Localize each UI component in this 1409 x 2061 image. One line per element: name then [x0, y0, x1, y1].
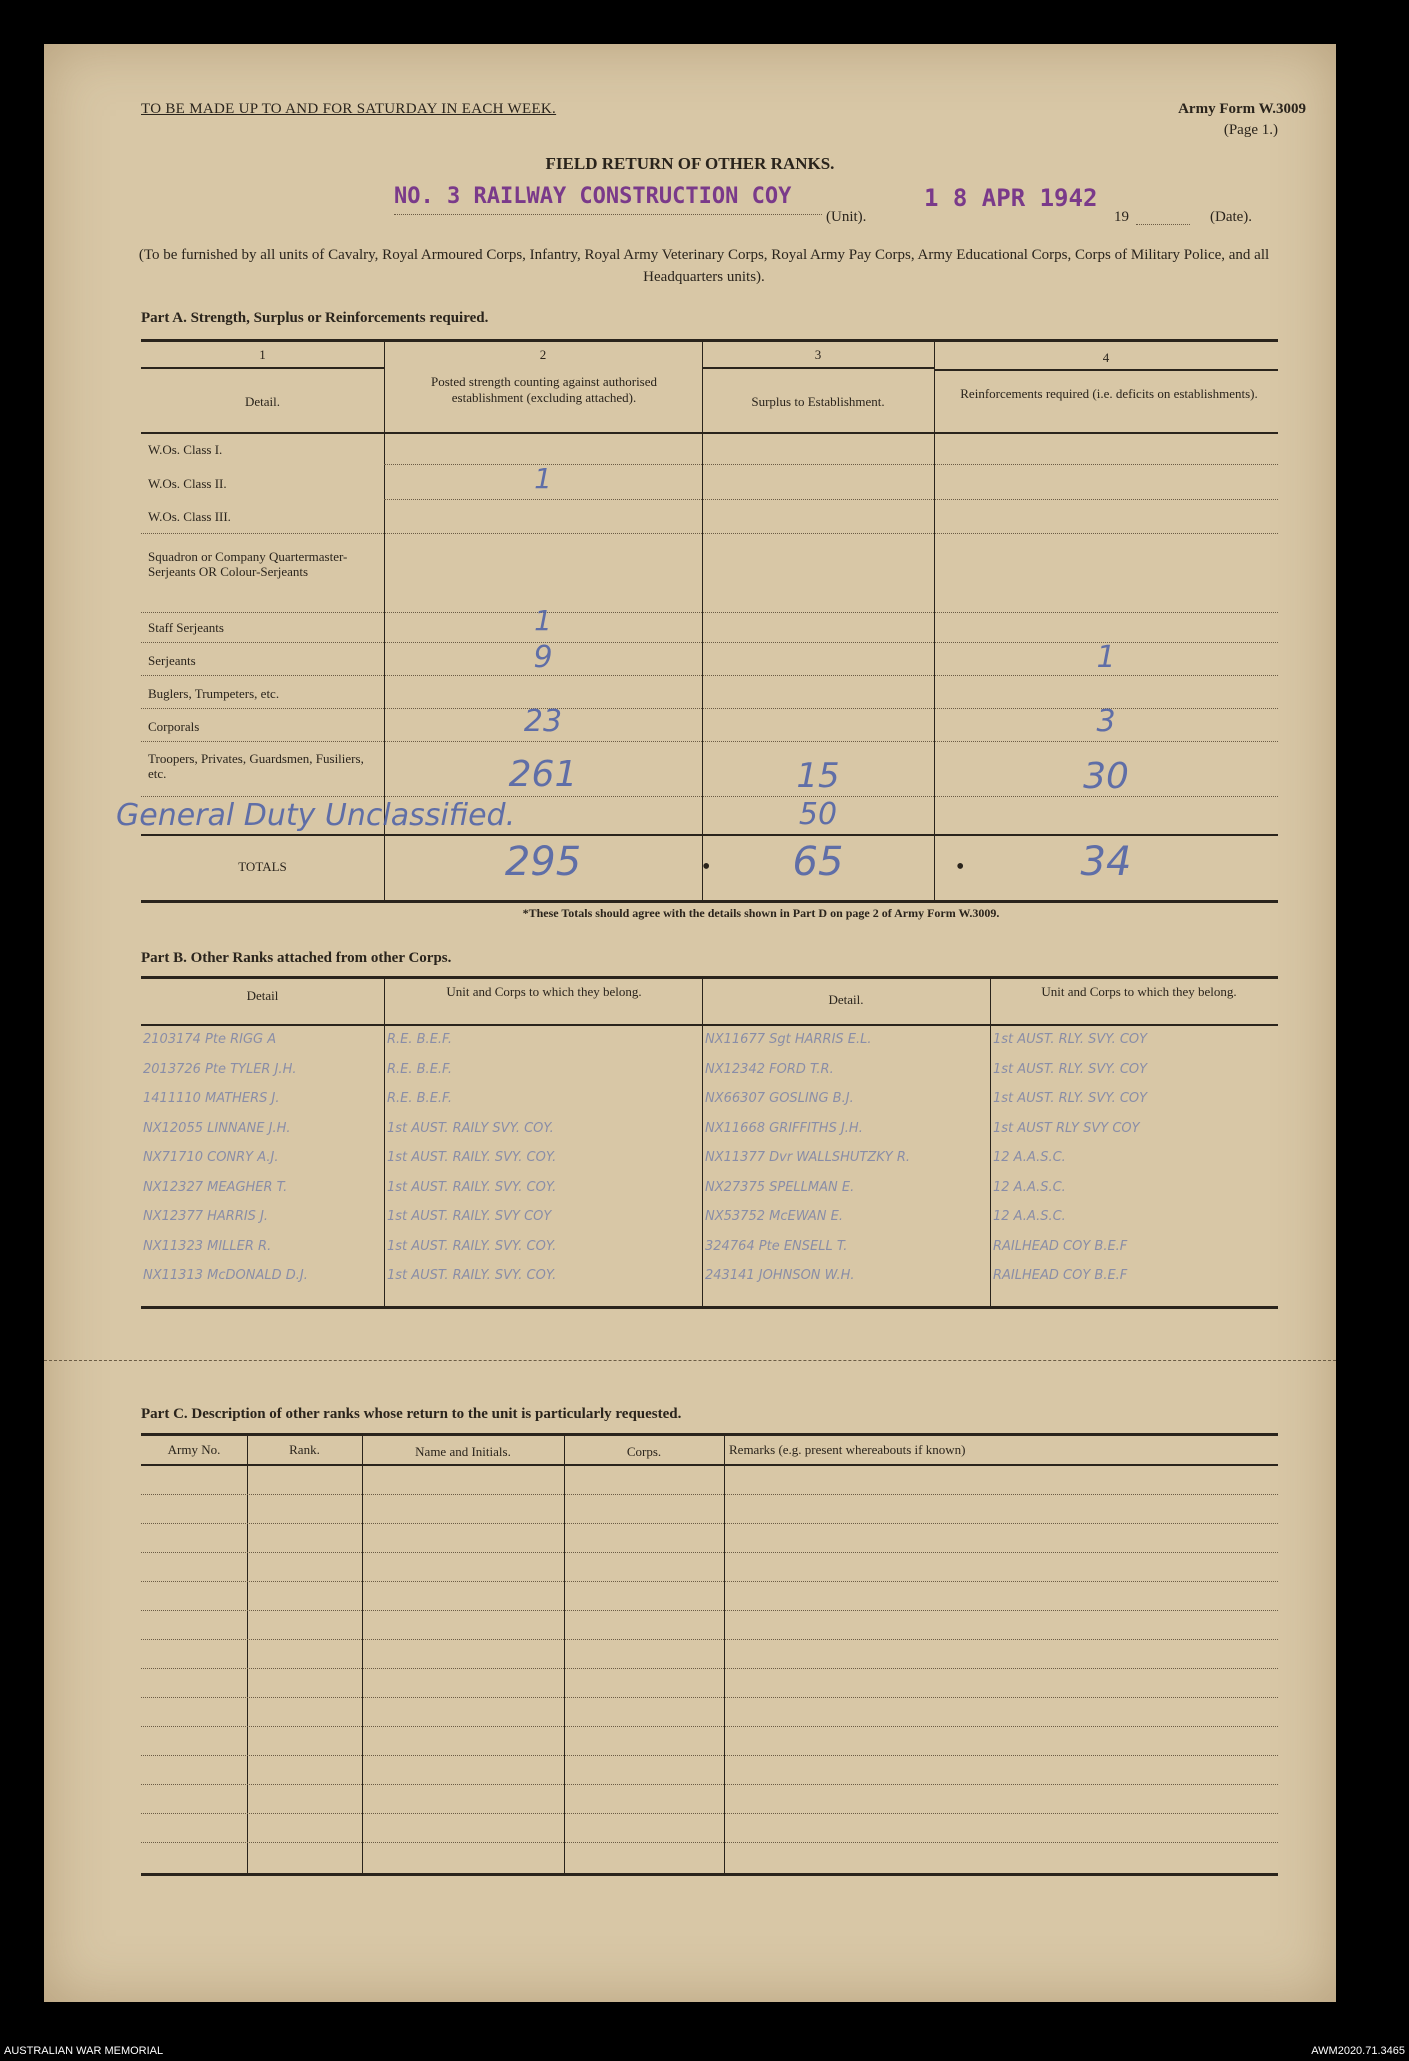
row-label-sjt: Serjeants	[148, 653, 196, 668]
col-number-rule	[934, 369, 1278, 371]
part-b-cell: 1st AUST. RAILY. SVY. COY.	[387, 1238, 557, 1254]
totals-top-rule	[141, 834, 1278, 836]
part-b-cell: 1st AUST. RAILY SVY. COY.	[387, 1120, 554, 1136]
page-number: (Page 1.)	[1223, 122, 1278, 138]
part-b-col-divider	[702, 977, 703, 1307]
date-stamp: 1 8 APR 1942	[924, 184, 1098, 212]
total-reinf: 34	[1080, 839, 1132, 885]
part-a-col-divider	[934, 340, 935, 901]
part-b-cell: NX11377 Dvr WALLSHUTZKY R.	[705, 1150, 911, 1165]
part-c-ruled-line	[141, 1639, 1278, 1640]
part-c-ruled-line	[141, 1610, 1278, 1611]
part-b-col-divider	[990, 977, 991, 1307]
part-c-col-divider	[564, 1434, 565, 1874]
value-pte-reinf: 30	[1083, 756, 1129, 797]
general-duty-note: General Duty Unclassified.	[116, 798, 516, 833]
part-b-cell: NX12377 HARRIS J.	[143, 1209, 269, 1224]
part-b-cell: 1st AUST. RAILY. SVY. COY.	[387, 1179, 557, 1195]
unit-line	[394, 214, 822, 215]
totals-footnote: *These Totals should agree with the details shown in Part D on page 2 of Army Form W.3009.	[522, 906, 1000, 920]
row-label-privates: Troopers, Privates, Guardsmen, Fusiliers, etc.	[148, 751, 364, 781]
part-c-ruled-line	[141, 1842, 1278, 1843]
perforation-line	[44, 1360, 1336, 1361]
archive-credit: AUSTRALIAN WAR MEMORIAL	[4, 2045, 164, 2057]
col-number-rule	[141, 367, 384, 369]
col-number-rule	[702, 367, 934, 369]
part-c-header-remarks: Remarks (e.g. present whereabouts if known)	[729, 1442, 966, 1457]
value-cpl-posted: 23	[523, 704, 563, 739]
row-rule	[141, 533, 1278, 534]
part-b-cell: NX53752 McEWAN E.	[705, 1209, 843, 1224]
part-b-header-unit-2: Unit and Corps to which they belong.	[1041, 984, 1237, 999]
part-c-col-divider	[362, 1434, 363, 1874]
total-surplus: 65	[792, 839, 844, 885]
value-sjt-posted: 9	[533, 640, 553, 675]
part-c-header-name: Name and Initials.	[415, 1444, 511, 1459]
row-rule	[141, 741, 1278, 742]
unit-stamp: NO. 3 RAILWAY CONSTRUCTION COY	[394, 184, 792, 209]
value-pte-posted: 261	[508, 754, 578, 795]
part-b-cell: 1st AUST. RAILY. SVY. COY.	[387, 1268, 557, 1283]
part-b-cell: NX11323 MILLER R.	[143, 1238, 272, 1254]
asterisk-dot: •	[702, 854, 711, 880]
part-b-cell: R.E. B.E.F.	[387, 1032, 452, 1047]
part-b-cell: RAILHEAD COY B.E.F	[993, 1238, 1128, 1254]
col-number-4: 4	[1102, 350, 1110, 365]
part-b-cell: NX12055 LINNANE J.H.	[143, 1120, 291, 1136]
value-sjt-reinf: 1	[1096, 640, 1116, 675]
header-rule	[141, 432, 1278, 434]
part-c-ruled-line	[141, 1523, 1278, 1524]
part-b-top-rule	[141, 976, 1278, 979]
part-c-top-rule	[141, 1433, 1278, 1436]
part-a-top-rule	[141, 339, 1278, 342]
part-b-cell: 1st AUST. RAILY. SVY. COY.	[387, 1150, 557, 1165]
part-c-ruled-line	[141, 1813, 1278, 1814]
part-b-cell: 1st AUST. RLY. SVY. COY	[993, 1032, 1148, 1047]
row-label-wo2: W.Os. Class II.	[148, 476, 227, 491]
header-posted: Posted strength counting against authorised establishment (excluding attached).	[430, 374, 658, 405]
total-posted: 295	[504, 839, 582, 885]
part-b-header-detail-1: Detail	[246, 988, 279, 1003]
part-a-bottom-rule	[141, 900, 1278, 903]
form-title: FIELD RETURN OF OTHER RANKS.	[545, 154, 835, 173]
part-b-cell: NX27375 SPELLMAN E.	[705, 1179, 855, 1195]
part-b-cell: 243141 JOHNSON W.H.	[705, 1268, 855, 1283]
form-sheet	[44, 44, 1336, 2002]
part-b-cell: 1411110 MATHERS J.	[143, 1091, 280, 1106]
furnish-note: (To be furnished by all units of Cavalry, Royal Armoured Corps, Infantry, Royal Army Veterinary Corps, Royal Army Pay Corps, Army Educational Corps, Corps of Military Police, and all Headquarters units).	[138, 247, 1270, 285]
part-b-bottom-rule	[141, 1306, 1278, 1309]
part-b-cell: NX66307 GOSLING B.J.	[705, 1091, 854, 1106]
part-b-cell: 12 A.A.S.C.	[993, 1150, 1066, 1165]
header-surplus: Surplus to Establishment.	[751, 394, 885, 409]
part-b-header-detail-2: Detail.	[828, 992, 864, 1007]
col-number-1: 1	[259, 347, 266, 362]
part-b-col-divider	[384, 977, 385, 1307]
value-pte-surplus: 15	[796, 756, 840, 796]
row-rule	[141, 675, 1278, 676]
part-b-cell: NX11313 McDONALD D.J.	[143, 1268, 308, 1283]
header-detail: Detail.	[244, 394, 280, 409]
part-c-header-rank: Rank.	[289, 1442, 320, 1457]
value-staff-sjt-posted: 1	[534, 604, 552, 637]
row-rule	[141, 612, 1278, 613]
part-b-title: Part B. Other Ranks attached from other Corps.	[141, 950, 452, 966]
value-wo2-posted: 1	[534, 462, 552, 495]
row-label-wo3: W.Os. Class III.	[148, 509, 231, 524]
part-c-title: Part C. Description of other ranks whose return to the unit is particularly requested.	[141, 1406, 682, 1422]
part-b-cell: 1st AUST. RLY. SVY. COY	[993, 1091, 1148, 1106]
row-label-buglers: Buglers, Trumpeters, etc.	[148, 686, 280, 701]
part-b-cell: NX12327 MEAGHER T.	[143, 1179, 288, 1195]
row-label-staff-sjt: Staff Serjeants	[148, 620, 224, 635]
part-b-cell: NX11668 GRIFFITHS J.H.	[705, 1120, 863, 1136]
instruction-line: TO BE MADE UP TO AND FOR SATURDAY IN EACH WEEK.	[141, 101, 557, 117]
value-cpl-reinf: 3	[1096, 704, 1116, 739]
part-b-cell: 2013726 Pte TYLER J.H.	[143, 1061, 297, 1077]
part-c-col-divider	[724, 1434, 725, 1874]
part-b-cell: 1st AUST. RLY. SVY. COY	[993, 1061, 1148, 1077]
value-gd-surplus: 50	[798, 797, 838, 832]
part-b-cell: 324764 Pte ENSELL T.	[705, 1238, 848, 1254]
part-b-cell: 1st AUST RLY SVY COY	[993, 1120, 1140, 1136]
part-b-cell: 2103174 Pte RIGG A	[143, 1032, 277, 1047]
part-c-header-army-no: Army No.	[167, 1442, 221, 1457]
row-label-wo1: W.Os. Class I.	[148, 442, 223, 457]
part-c-ruled-line	[141, 1668, 1278, 1669]
part-c-ruled-line	[141, 1697, 1278, 1698]
part-a-title: Part A. Strength, Surplus or Reinforcements required.	[141, 310, 489, 326]
part-c-ruled-line	[141, 1494, 1278, 1495]
col-number-3: 3	[814, 347, 822, 362]
asterisk-dot: •	[956, 854, 965, 880]
part-c-header-corps: Corps.	[626, 1444, 662, 1459]
part-b-cell: R.E. B.E.F.	[387, 1061, 452, 1077]
part-b-header-rule	[141, 1024, 1278, 1026]
part-b-cell: R.E. B.E.F.	[387, 1091, 452, 1106]
row-label-corporals: Corporals	[148, 719, 200, 734]
part-c-col-divider	[247, 1434, 248, 1874]
part-b-cell: RAILHEAD COY B.E.F	[993, 1268, 1128, 1283]
part-b-cell: 12 A.A.S.C.	[993, 1179, 1066, 1195]
part-c-ruled-line	[141, 1755, 1278, 1756]
part-c-bottom-rule	[141, 1873, 1278, 1876]
date-label: (Date).	[1210, 209, 1253, 225]
part-b-cell: 12 A.A.S.C.	[993, 1209, 1066, 1224]
part-c-ruled-line	[141, 1726, 1278, 1727]
header-reinforcements: Reinforcements required (i.e. deficits on establishments).	[960, 386, 1258, 401]
part-c-ruled-line	[141, 1552, 1278, 1553]
part-b-cell: NX12342 FORD T.R.	[705, 1061, 834, 1077]
part-b-cell: NX71710 CONRY A.J.	[143, 1150, 279, 1165]
part-b-header-unit-1: Unit and Corps to which they belong.	[446, 984, 642, 999]
part-c-ruled-line	[141, 1784, 1278, 1785]
year-label: 19	[1114, 209, 1129, 225]
part-b-cell: NX11677 Sgt HARRIS E.L.	[705, 1032, 872, 1047]
totals-label: TOTALS	[238, 859, 287, 874]
part-c-ruled-line	[141, 1581, 1278, 1582]
part-c-header-rule	[141, 1464, 1278, 1466]
archive-reference: AWM2020.71.3465	[1311, 2045, 1405, 2057]
row-label-cqms: Squadron or Company Quartermaster-Serjeants OR Colour-Serjeants	[148, 549, 348, 579]
unit-label: (Unit).	[826, 209, 867, 225]
date-line	[1136, 224, 1190, 225]
form-number: Army Form W.3009	[1178, 101, 1306, 117]
row-rule	[384, 499, 1278, 500]
col-number-2: 2	[539, 347, 547, 362]
part-b-cell: 1st AUST. RAILY. SVY COY	[387, 1209, 552, 1224]
